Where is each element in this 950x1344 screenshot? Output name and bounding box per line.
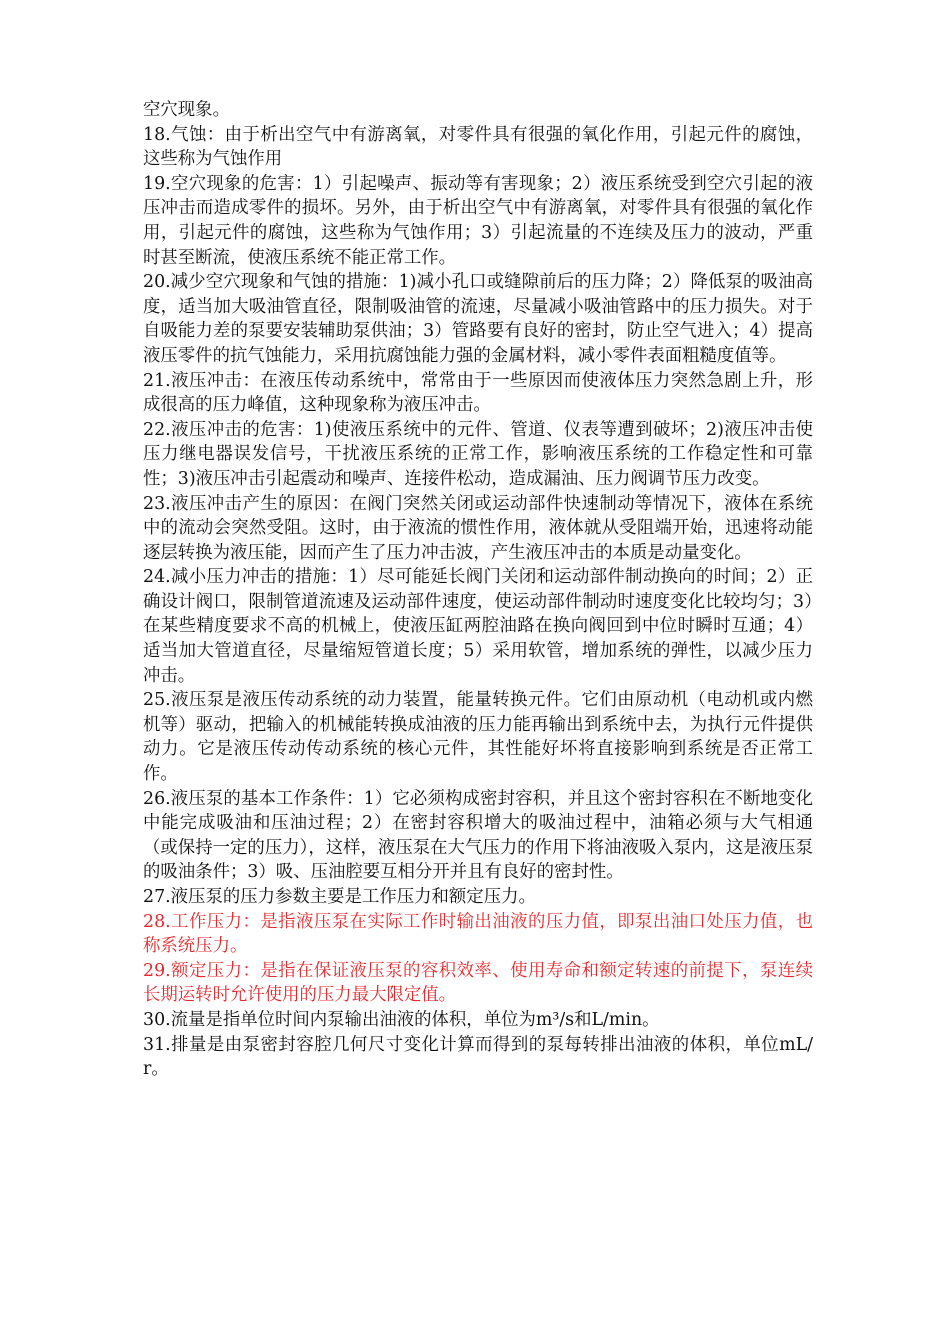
paragraph-12: 28.工作压力：是指液压泵在实际工作时输出油液的压力值，即泵出油口处压力值，也称系统压力。	[143, 911, 813, 957]
paragraph-5: 21.液压冲击：在液压传动系统中，常常由于一些原因而使液体压力突然急剧上升，形成很高的压力峰值，这种现象称为液压冲击。	[143, 370, 813, 416]
paragraph-6: 22.液压冲击的危害：1)使液压系统中的元件、管道、仪表等遭到破坏；2)液压冲击使压力继电器误发信号，干扰液压系统的正常工作，影响液压系统的工作稳定性和可靠性；3)液压冲击引起震动和噪声、连接件松动，造成漏油、压力阀调节压力改变。	[143, 419, 813, 489]
paragraph-15: 31.排量是由泵密封容腔几何尺寸变化计算而得到的泵每转排出油液的体积，单位mL/r。	[143, 1034, 813, 1080]
paragraph-4: 20.减少空穴现象和气蚀的措施：1)减小孔口或缝隙前后的压力降；2）降低泵的吸油高度，适当加大吸油管直径，限制吸油管的流速，尽量减小吸油管路中的压力损失。对于自吸能力差的泵要安装辅助泵供油；3）管路要有良好的密封，防止空气进入；4）提高液压零件的抗气蚀能力，采用抗腐蚀能力强的金属材料，减小零件表面粗糙度值等。	[143, 272, 813, 366]
paragraph-9: 25.液压泵是液压传动系统的动力装置，能量转换元件。它们由原动机（电动机或内燃机等）驱动，把输入的机械能转换成油液的压力能再输出到系统中去，为执行元件提供动力。它是液压传动传动系统的核心元件，其性能好坏将直接影响到系统是否正常工作。	[143, 690, 813, 785]
paragraph-1: 空穴现象。	[143, 100, 230, 120]
paragraph-3: 19.空穴现象的危害：1）引起噪声、振动等有害现象；2）液压系统受到空穴引起的液压冲击而造成零件的损坏。另外，由于析出空气中有游离氧，对零件具有很强的氧化作用，引起元件的腐蚀，这些称为气蚀作用；3）引起流量的不连续及压力的波动，严重时甚至断流，使液压系统不能正常工作。	[143, 173, 813, 268]
paragraph-2: 18.气蚀：由于析出空气中有游离氧，对零件具有很强的氧化作用，引起元件的腐蚀，这些称为气蚀作用	[143, 124, 813, 170]
document-page	[143, 98, 813, 1082]
paragraph-13: 29.额定压力：是指在保证液压泵的容积效率、使用寿命和额定转速的前提下，泵连续长期运转时允许使用的压力最大限定值。	[143, 960, 813, 1006]
paragraph-14: 30.流量是指单位时间内泵输出油液的体积，单位为m³/s和L/min。	[143, 1009, 660, 1030]
paragraph-11: 27.液压泵的压力参数主要是工作压力和额定压力。	[143, 887, 536, 907]
paragraph-7: 23.液压冲击产生的原因：在阀门突然关闭或运动部件快速制动等情况下，液体在系统中的流动会突然受阻。这时，由于液流的惯性作用，液体就从受阻端开始，迅速将动能逐层转换为液压能，因而产生了压力冲击波，产生液压冲击的本质是动量变化。	[143, 493, 813, 563]
paragraph-8: 24.减小压力冲击的措施：1）尽可能延长阀门关闭和运动部件制动换向的时间；2）正确设计阀口，限制管道流速及运动部件速度，使运动部件制动时速度变化比较均匀；3）在某些精度要求不高的机械上，使液压缸两腔油路在换向阀回到中位时瞬时互通；4）适当加大管道直径，尽量缩短管道长度；5）采用软管，增加系统的弹性，以减少压力冲击。	[143, 567, 813, 686]
paragraph-10: 26.液压泵的基本工作条件：1）它必须构成密封容积，并且这个密封容积在不断地变化中能完成吸油和压油过程；2）在密封容积增大的吸油过程中，油箱必须与大气相通（或保持一定的压力），这样，液压泵在大气压力的作用下将油液吸入泵内，这是液压泵的吸油条件；3）吸、压油腔要互相分开并且有良好的密封性。	[143, 788, 813, 883]
